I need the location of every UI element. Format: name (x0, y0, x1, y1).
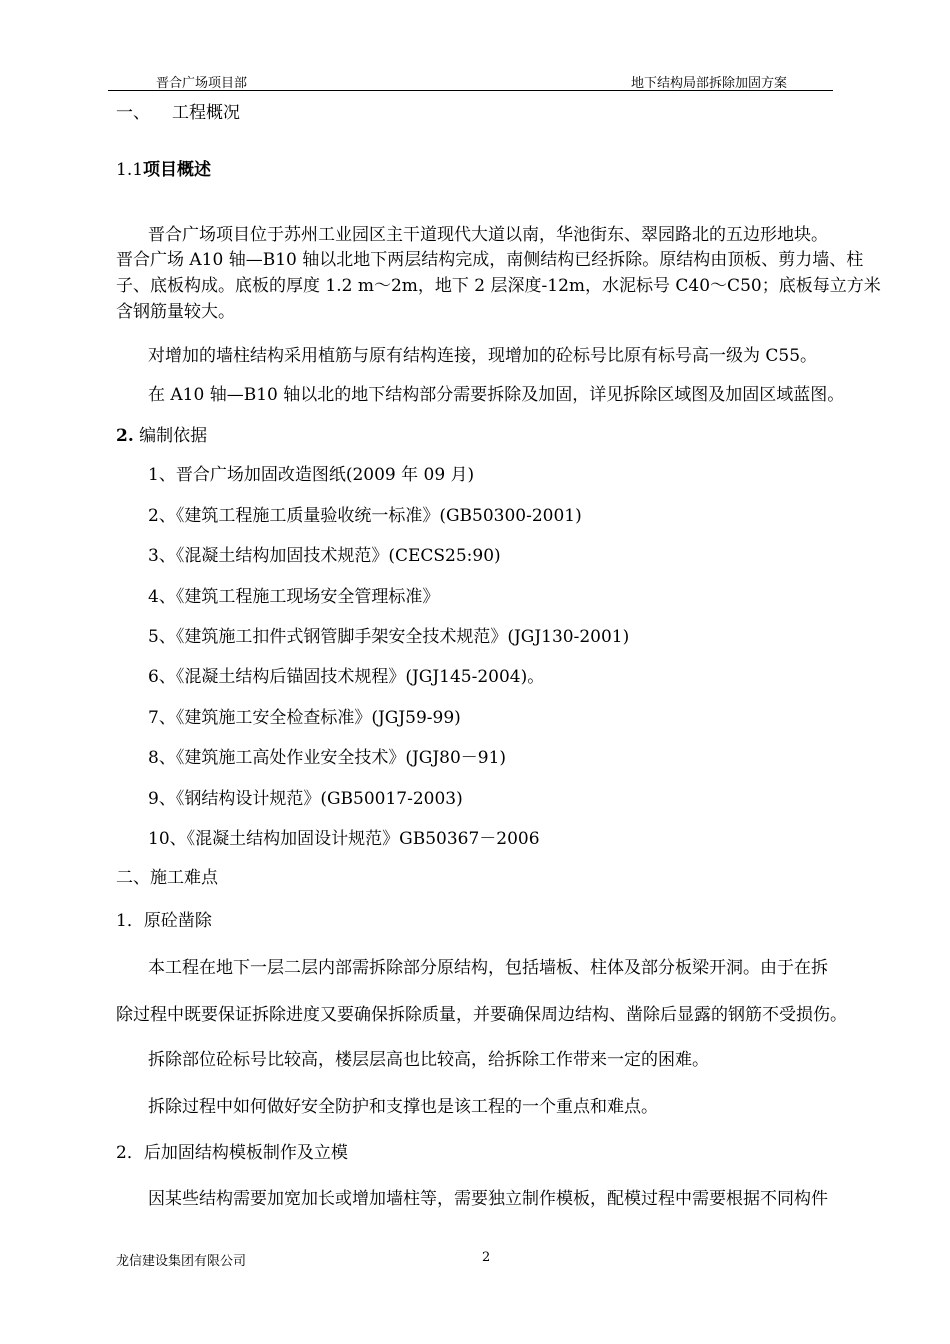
basis-item-5: 5、《建筑施工扣件式钢管脚手架安全技术规范》(JGJ130-2001) (148, 627, 630, 647)
difficulty-1-line-2: 除过程中既要保证拆除进度又要确保拆除质量，并要确保周边结构、凿除后显露的钢筋不受损伤。 (116, 1005, 847, 1025)
difficulty-1-line-3: 拆除部位砼标号比较高，楼层层高也比较高，给拆除工作带来一定的困难。 (148, 1050, 709, 1070)
page-header (108, 70, 833, 91)
basis-item-4: 4、《建筑工程施工现场安全管理标准》 (148, 587, 440, 607)
section-title: 工程概况 (172, 103, 240, 123)
difficulty-1-title: 1．原砼凿除 (116, 911, 212, 931)
difficulty-1-line-1: 本工程在地下一层二层内部需拆除部分原结构，包括墙板、柱体及部分板梁开洞。由于在拆 (148, 958, 828, 978)
paragraph-demolition-area: 在 A10 轴—B10 轴以北的地下结构部分需要拆除及加固，详见拆除区域图及加固区域蓝图。 (148, 385, 845, 405)
footer-company: 龙信建设集团有限公司 (116, 1254, 247, 1269)
basis-item-9: 9、《钢结构设计规范》(GB50017-2003) (148, 789, 463, 809)
difficulty-1-line-4: 拆除过程中如何做好安全防护和支撑也是该工程的一个重点和难点。 (148, 1097, 658, 1117)
basis-item-1: 1、晋合广场加固改造图纸(2009 年 09 月) (148, 465, 475, 485)
subsection-number: 1.1 (116, 160, 144, 180)
basis-item-7: 7、《建筑施工安全检查标准》(JGJ59-99) (148, 708, 461, 728)
basis-item-8: 8、《建筑施工高处作业安全技术》(JGJ80－91) (148, 748, 507, 768)
header-project-name: 晋合广场项目部 (156, 76, 248, 91)
basis-item-6: 6、《混凝土结构后锚固技术规程》(JGJ145-2004)。 (148, 667, 545, 687)
basis-heading (116, 426, 207, 446)
difficulty-2-line-1: 因某些结构需要加宽加长或增加墙柱等，需要独立制作模板，配模过程中需要根据不同构件 (148, 1189, 828, 1209)
header-document-title: 地下结构局部拆除加固方案 (630, 76, 787, 91)
footer-page-number: 2 (482, 1250, 491, 1265)
overview-line-2: 晋合广场 A10 轴—B10 轴以北地下两层结构完成，南侧结构已经拆除。原结构由顶板、剪力墙、柱 (116, 250, 864, 270)
overview-line-1: 晋合广场项目位于苏州工业园区主干道现代大道以南，华池街东、翠园路北的五边形地块。 (148, 225, 828, 245)
difficulty-2-title: 2．后加固结构模板制作及立模 (116, 1143, 348, 1163)
overview-line-3: 子、底板构成。底板的厚度 1.2 m～2m，地下 2 层深度-12m，水泥标号 C40～C50；底板每立方米 (116, 276, 881, 296)
subsection-title: 项目概述 (143, 160, 212, 180)
section-heading-difficulties: 二、施工难点 (116, 868, 218, 888)
overview-line-4: 含钢筋量较大。 (116, 302, 235, 322)
basis-title: 编制依据 (139, 426, 208, 446)
section-number: 一、 (116, 103, 150, 123)
basis-item-10: 10、《混凝土结构加固设计规范》GB50367－2006 (148, 829, 540, 849)
basis-item-2: 2、《建筑工程施工质量验收统一标准》(GB50300-2001) (148, 506, 582, 526)
subsection-heading-project-overview (116, 160, 211, 180)
paragraph-wall-column: 对增加的墙柱结构采用植筋与原有结构连接，现增加的砼标号比原有标号高一级为 C55。 (148, 346, 818, 366)
section-heading-overview (116, 103, 240, 123)
basis-item-3: 3、《混凝土结构加固技术规范》(CECS25:90) (148, 546, 501, 566)
basis-number: 2. (116, 426, 134, 446)
